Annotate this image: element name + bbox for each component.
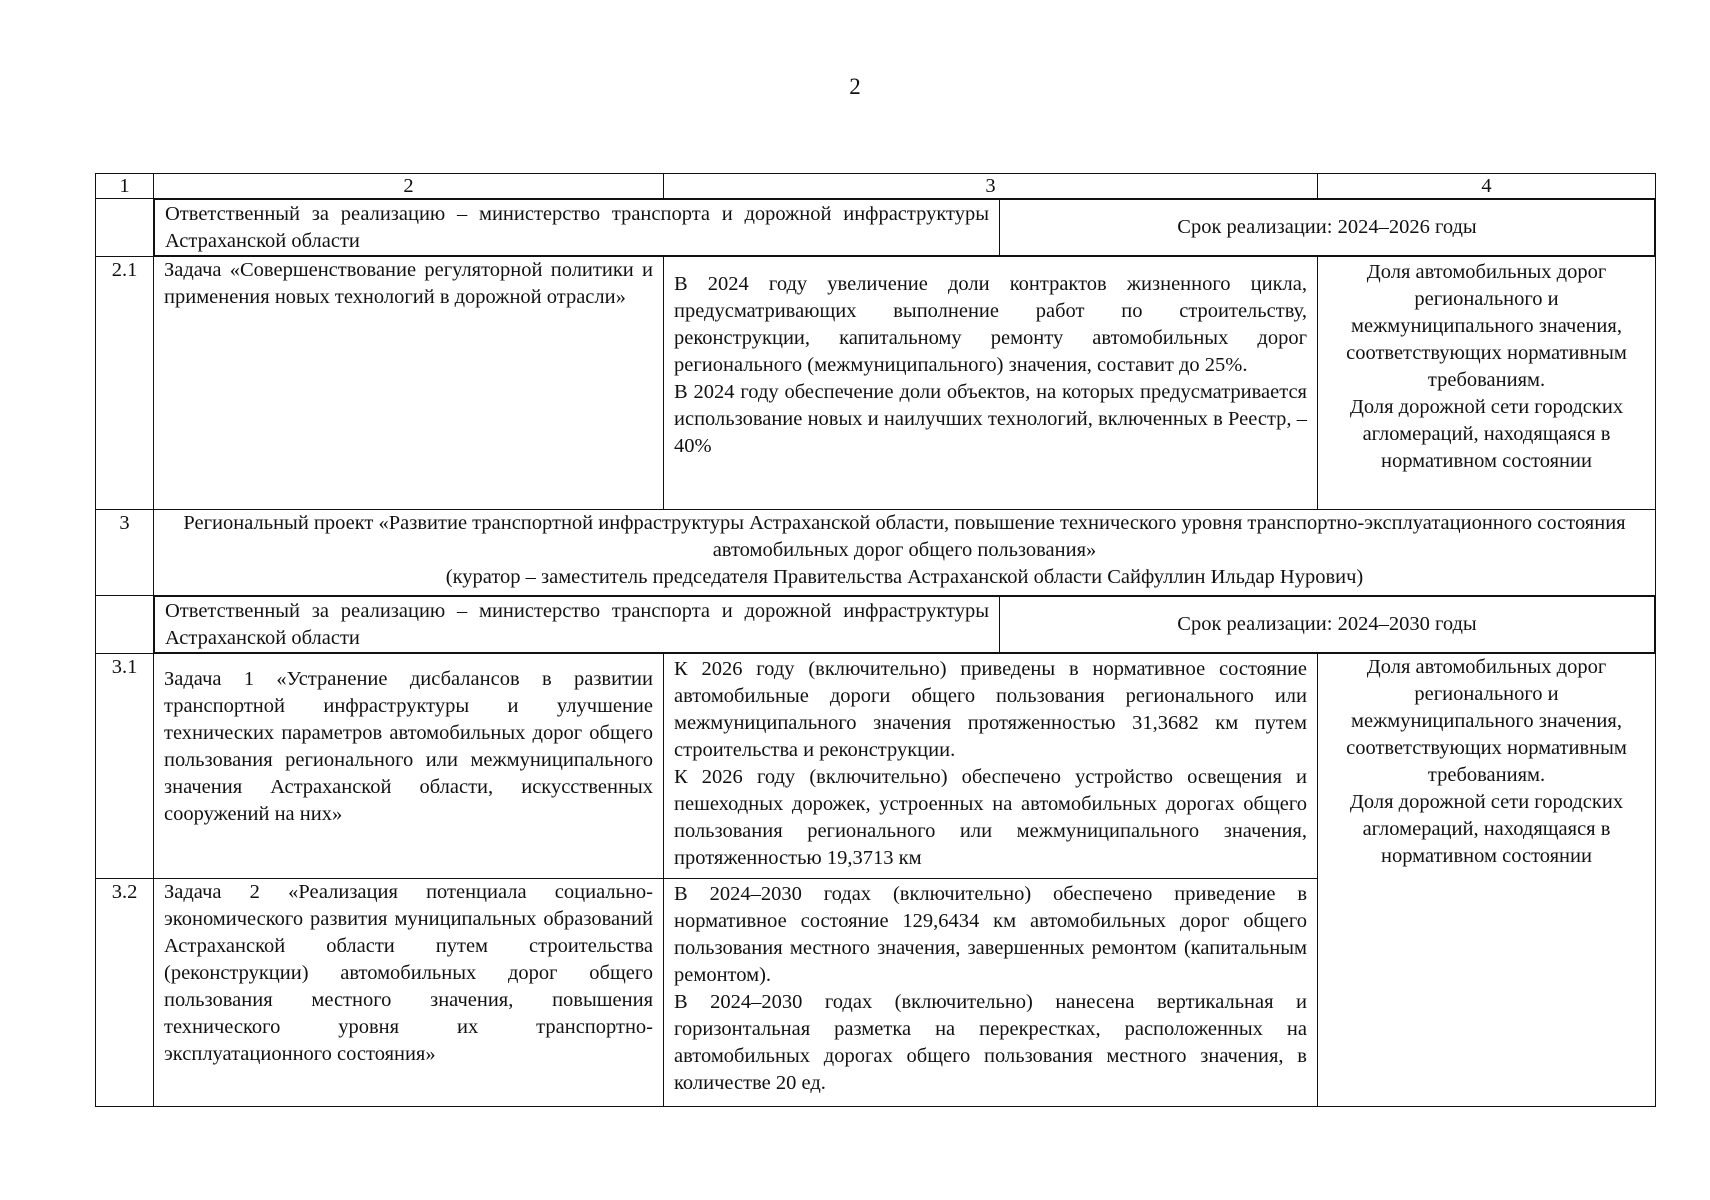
- responsible-text: Ответственный за реализацию – министерство транспорта и дорожной инфраструктуры Астраханской области: [155, 597, 1000, 653]
- indicators-cell: [1318, 257, 1656, 510]
- project-curator: (куратор – заместитель председателя Правительства Астраханской области Сайфуллин Ильдар Нурович): [445, 566, 1364, 588]
- responsible-row-2: [96, 596, 1656, 654]
- row-number: 3.2: [96, 879, 154, 1107]
- result-paragraph: В 2024 году обеспечение доли объектов, на которых предусматривается использование новых и наилучших технологий, включенных в Реестр, – 40%: [674, 381, 1307, 457]
- responsible-text: Ответственный за реализацию – министерство транспорта и дорожной инфраструктуры Астраханской области: [155, 200, 1000, 256]
- row-number: 2.1: [96, 257, 154, 510]
- task-cell: Задача 1 «Устранение дисбалансов в развитии транспортной инфраструктуры и улучшение технических параметров автомобильных дорог общего пользования регионального или межмуниципального значения Астраханской области, искусственных сооружений на них»: [154, 654, 664, 879]
- result-paragraph: К 2026 году (включительно) обеспечено устройство освещения и пешеходных дорожек, устроенных на автомобильных дорогах общего пользования регионального или межмуниципального значения, протяженностью 19,3713 км: [674, 766, 1307, 869]
- indicator-paragraph: Доля автомобильных дорог регионального и межмуниципального значения, соответствующих нормативным требованиям.: [1346, 261, 1627, 391]
- result-paragraph: К 2026 году (включительно) приведены в нормативное состояние автомобильные дороги общего пользования регионального или межмуниципального значения протяженностью 31,3682 км путем строительства и реконструкции.: [674, 658, 1307, 761]
- project-title: Региональный проект «Развитие транспортной инфраструктуры Астраханской области, повышение технического уровня транспортно-эксплуатационного состояния автомобильных дорог общего пользования»: [183, 512, 1626, 561]
- table-row-2-1: [96, 257, 1656, 510]
- indicator-paragraph: Доля дорожной сети городских агломераций, находящаяся в нормативном состоянии: [1349, 396, 1624, 472]
- project-cell: [154, 510, 1656, 596]
- project-row-3: [96, 510, 1656, 596]
- row-number: 3: [96, 510, 154, 596]
- row-number: 3.1: [96, 654, 154, 879]
- indicators-cell: [1318, 654, 1656, 1107]
- table-row-3-1: [96, 654, 1656, 879]
- results-cell: [664, 654, 1318, 879]
- task-cell: Задача «Совершенствование регуляторной политики и применения новых технологий в дорожной отрасли»: [154, 257, 664, 510]
- header-col-1: 1: [96, 174, 154, 199]
- results-cell: [664, 257, 1318, 510]
- empty-num-cell: [96, 199, 154, 257]
- page-number: 2: [849, 74, 861, 99]
- result-paragraph: В 2024–2030 годах (включительно) нанесена вертикальная и горизонтальная разметка на перекрестках, расположенных на автомобильных дорогах общего пользования местного значения, в количестве 20 ед.: [674, 991, 1307, 1094]
- program-table: [95, 173, 1656, 1107]
- result-paragraph: В 2024–2030 годах (включительно) обеспечено приведение в нормативное состояние 129,6434 км автомобильных дорог общего пользования местного значения, завершенных ремонтом (капитальным ремонтом).: [674, 883, 1307, 986]
- results-cell: [664, 879, 1318, 1107]
- indicator-paragraph: Доля автомобильных дорог регионального и межмуниципального значения, соответствующих нормативным требованиям.: [1346, 656, 1627, 786]
- term-text: Срок реализации: 2024–2026 годы: [1000, 200, 1655, 256]
- header-col-2: 2: [154, 174, 664, 199]
- responsible-row-1: [96, 199, 1656, 257]
- indicator-paragraph: Доля дорожной сети городских агломераций, находящаяся в нормативном состоянии: [1349, 791, 1624, 867]
- header-row: [96, 174, 1656, 199]
- header-col-4: 4: [1318, 174, 1656, 199]
- result-paragraph: В 2024 году увеличение доли контрактов жизненного цикла, предусматривающих выполнение работ по строительству, реконструкции, капитальному ремонту автомобильных дорог регионального (межмуниципального) значения, составит до 25%.: [674, 273, 1307, 376]
- task-cell: Задача 2 «Реализация потенциала социально-экономического развития муниципальных образований Астраханской области путем строительства (реконструкции) автомобильных дорог общего пользования местного значения, повышения технического уровня их транспортно-эксплуатационного состояния»: [154, 879, 664, 1107]
- empty-num-cell: [96, 596, 154, 654]
- header-col-3: 3: [664, 174, 1318, 199]
- term-text: Срок реализации: 2024–2030 годы: [1000, 597, 1655, 653]
